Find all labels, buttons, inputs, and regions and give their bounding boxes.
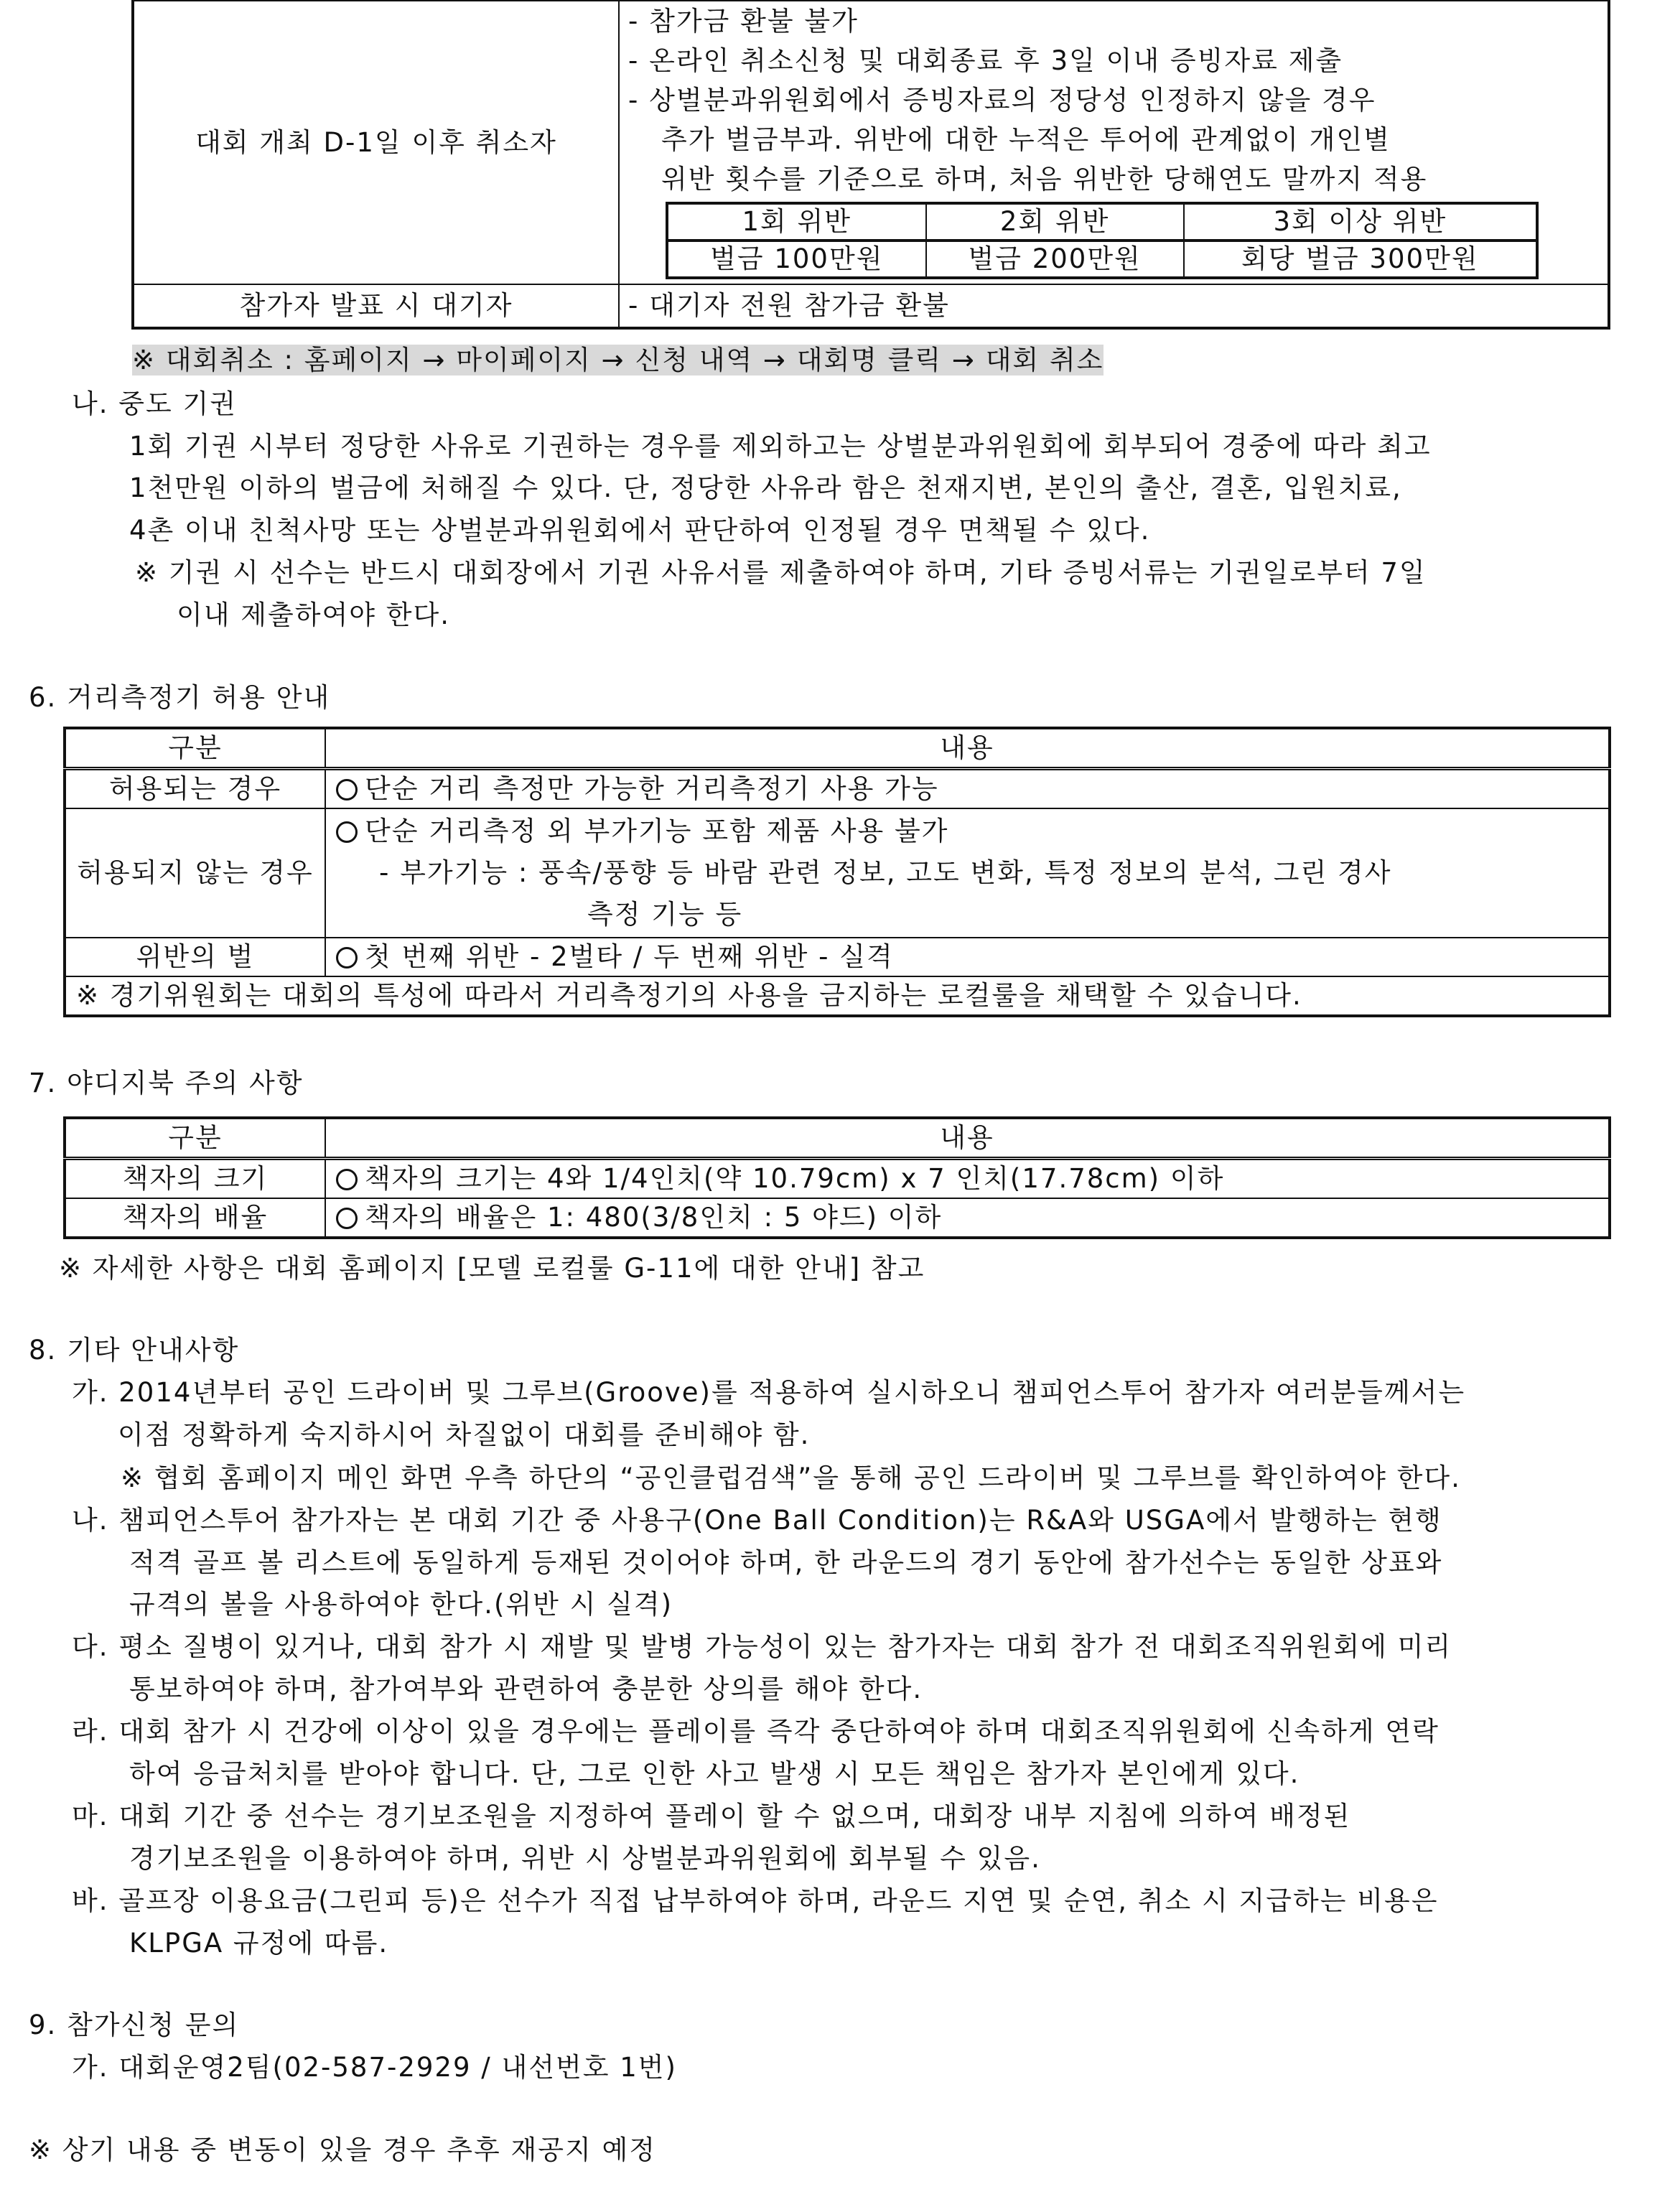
note-line: 이내 제출하여야 한다. [177, 599, 450, 630]
row-content-waitlist: - 대기자 전원 참가금 환불 [619, 284, 1609, 328]
row-label-penalty: 위반의 벌 [65, 938, 325, 976]
note-line: ※ 기권 시 선수는 반드시 대회장에서 기권 사유서를 제출하여야 하며, 기타 증빙서류는 기권일로부터 7일 [135, 557, 1427, 588]
row-content-not-allowed: 단순 거리측정 외 부가기능 포함 제품 사용 불가 - 부가기능 : 풍속/풍향 등 바람 관련 정보, 고도 변화, 특정 정보의 분석, 그린 경사 측정 기능 등 [325, 808, 1610, 938]
row-content-book-size: 책자의 크기는 4와 1/4인치(약 10.79cm) x 7 인치(17.78cm) 이하 [325, 1159, 1610, 1199]
fine-header: 2회 위반 [926, 203, 1184, 241]
content-line: 추가 벌금부과. 위반에 대한 누적은 투어에 관계없이 개인별 [661, 124, 1391, 155]
fine-header: 1회 위반 [667, 203, 926, 241]
paragraph-line: 가. 2014년부터 공인 드라이버 및 그루브(Groove)를 적용하여 실시하오니 챔피언스투어 참가자 여러분들께서는 [72, 1377, 1466, 1408]
section-title-8: 8. 기타 안내사항 [29, 1335, 240, 1366]
paragraph-line: KLPGA 규정에 따름. [129, 1928, 389, 1959]
header-category: 구분 [65, 728, 325, 769]
paragraph-line: 마. 대회 기간 중 선수는 경기보조원을 지정하여 플레이 할 수 없으며, 대회장 내부 지침에 의하여 배정된 [72, 1801, 1351, 1831]
content-line: - 온라인 취소신청 및 대회종료 후 3일 이내 증빙자료 제출 [628, 45, 1343, 76]
row-label-book-scale: 책자의 배율 [65, 1198, 325, 1238]
circle-bullet-icon [336, 947, 358, 969]
section-title-7: 7. 야디지북 주의 사항 [29, 1068, 304, 1098]
paragraph-line: 통보하여야 하며, 참가여부와 관련하여 충분한 상의를 해야 한다. [129, 1674, 923, 1704]
yardage-book-table [63, 1116, 1611, 1239]
yardage-note: ※ 자세한 사항은 대회 홈페이지 [모델 로컬룰 G-11에 대한 안내] 참고 [59, 1253, 925, 1284]
section-title-9: 9. 참가신청 문의 [29, 2010, 240, 2040]
content-line: 위반 횟수를 기준으로 하며, 처음 위반한 당해연도 말까지 적용 [661, 164, 1428, 195]
paragraph-line: 적격 골프 볼 리스트에 동일하게 등재된 것이어야 하며, 한 라운드의 경기 동안에 참가선수는 동일한 상표와 [129, 1547, 1443, 1578]
fine-header: 3회 이상 위반 [1184, 203, 1537, 241]
paragraph-line: 1회 기권 시부터 정당한 사유로 기권하는 경우를 제외하고는 상벌분과위원회에 회부되어 경중에 따라 최고 [129, 431, 1432, 462]
header-category: 구분 [65, 1118, 325, 1159]
fine-table [666, 202, 1539, 279]
paragraph-line: ※ 협회 홈페이지 메인 화면 우측 하단의 “공인클럽검색”을 통해 공인 드라이버 및 그루브를 확인하여야 한다. [121, 1462, 1461, 1493]
paragraph-line: 나. 챔피언스투어 참가자는 본 대회 기간 중 사용구(One Ball Condition)는 R&A와 USGA에서 발행하는 현행 [72, 1505, 1442, 1536]
paragraph-line: 이점 정확하게 숙지하시어 차질없이 대회를 준비해야 함. [118, 1419, 811, 1450]
row-label-book-size: 책자의 크기 [65, 1159, 325, 1199]
content-line: - 상벌분과위원회에서 증빙자료의 정당성 인정하지 않을 경우 [628, 85, 1376, 116]
paragraph-line: 라. 대회 참가 시 건강에 이상이 있을 경우에는 플레이를 즉각 중단하여야 하며 대회조직위원회에 신속하게 연락 [72, 1716, 1440, 1747]
subheading-withdrawal: 나. 중도 기권 [72, 388, 237, 419]
row-content-penalty: 첫 번째 위반 - 2벌타 / 두 번째 위반 - 실격 [325, 938, 1610, 976]
rangefinder-note: ※ 경기위원회는 대회의 특성에 따라서 거리측정기의 사용을 금지하는 로컬룰을 채택할 수 있습니다. [65, 976, 1610, 1016]
row-label-waitlist: 참가자 발표 시 대기자 [133, 284, 619, 328]
paragraph-line: 바. 골프장 이용요금(그린피 등)은 선수가 직접 납부하여야 하며, 라운드 지연 및 순연, 취소 시 지급하는 비용은 [72, 1885, 1439, 1916]
content-line: - 참가금 환불 불가 [628, 6, 859, 37]
circle-bullet-icon [336, 821, 358, 843]
circle-bullet-icon [336, 1169, 358, 1190]
fine-value: 회당 벌금 300만원 [1184, 241, 1537, 278]
cancel-note: ※ 대회취소 : 홈페이지 → 마이페이지 → 신청 내역 → 대회명 클릭 → 대회 취소 [132, 345, 1104, 375]
row-content-cancel-after-d1 [619, 1, 1609, 284]
final-note: ※ 상기 내용 중 변동이 있을 경우 추후 재공지 예정 [29, 2134, 656, 2165]
section-title-6: 6. 거리측정기 허용 안내 [29, 682, 331, 713]
circle-bullet-icon [336, 1208, 358, 1229]
row-label-not-allowed: 허용되지 않는 경우 [65, 808, 325, 938]
header-content: 내용 [325, 728, 1610, 769]
paragraph-line: 1천만원 이하의 벌금에 처해질 수 있다. 단, 정당한 사유라 함은 천재지변, 본인의 출산, 결혼, 입원치료, [129, 472, 1402, 503]
rangefinder-table [63, 727, 1611, 1017]
paragraph-line: 하여 응급처치를 받아야 합니다. 단, 그로 인한 사고 발생 시 모든 책임은 참가자 본인에게 있다. [129, 1758, 1300, 1789]
header-content: 내용 [325, 1118, 1610, 1159]
row-content-book-scale: 책자의 배율은 1: 480(3/8인치 : 5 야드) 이하 [325, 1198, 1610, 1238]
paragraph-line: 규격의 볼을 사용하여야 한다.(위반 시 실격) [129, 1589, 673, 1620]
paragraph-line: 다. 평소 질병이 있거나, 대회 참가 시 재발 및 발병 가능성이 있는 참가자는 대회 참가 전 대회조직위원회에 미리 [72, 1631, 1452, 1662]
fine-value: 벌금 200만원 [926, 241, 1184, 278]
fine-value: 벌금 100만원 [667, 241, 926, 278]
paragraph-line: 경기보조원을 이용하여야 하며, 위반 시 상벌분과위원회에 회부될 수 있음. [129, 1843, 1041, 1874]
cancellation-table [131, 0, 1610, 330]
row-label-allowed: 허용되는 경우 [65, 769, 325, 809]
circle-bullet-icon [336, 779, 358, 801]
row-content-allowed: 단순 거리 측정만 가능한 거리측정기 사용 가능 [325, 769, 1610, 809]
row-label-cancel-after-d1: 대회 개최 D-1일 이후 취소자 [133, 1, 619, 284]
paragraph-line: 4촌 이내 친척사망 또는 상벌분과위원회에서 판단하여 인정될 경우 면책될 수 있다. [129, 515, 1151, 546]
contact-line: 가. 대회운영2팀(02-587-2929 / 내선번호 1번) [72, 2052, 677, 2083]
